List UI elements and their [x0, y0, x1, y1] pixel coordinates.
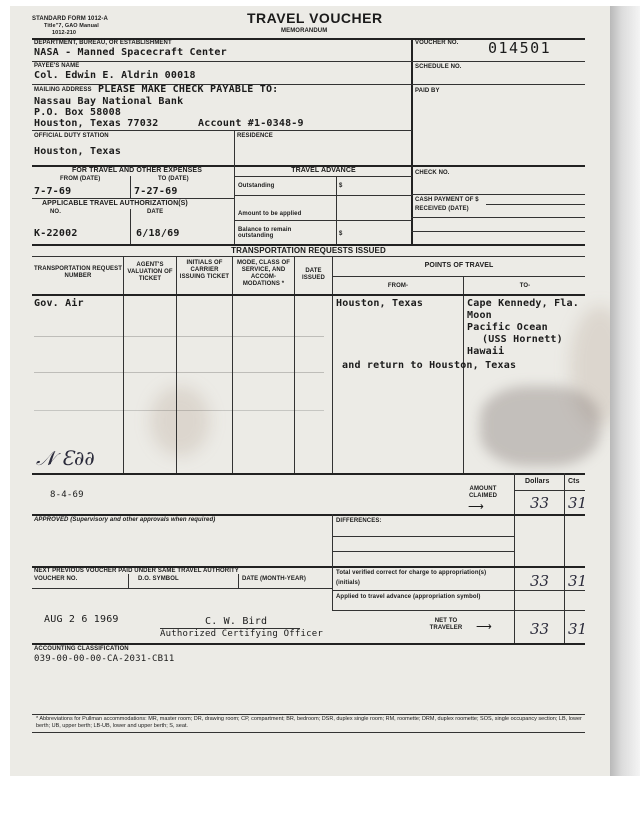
rule [514, 490, 585, 491]
advance-label: TRAVEL ADVANCE [291, 167, 356, 174]
rule [564, 473, 565, 643]
period-label: FOR TRAVEL AND OTHER EXPENSES [72, 167, 202, 174]
rule [176, 256, 177, 474]
applied-advance-label: Applied to travel advance (appropriation symbol) [336, 594, 481, 600]
verified-dollars: 33 [530, 572, 550, 590]
cents-label: Cts [568, 478, 580, 485]
differences-label: DIFFERENCES: [336, 518, 382, 524]
transport-section-title: TRANSPORTATION REQUESTS ISSUED [231, 246, 386, 255]
rule [32, 473, 585, 475]
points-from-label: FROM- [387, 283, 409, 289]
rule [463, 276, 464, 474]
faint-rule [34, 372, 324, 373]
amount-claimed-cents: 31 [568, 494, 588, 512]
prev-voucher-label: NEXT PREVIOUS VOUCHER PAID UNDER SAME TRAVEL AUTHORITY [34, 568, 239, 574]
form-title: TRAVEL VOUCHER [247, 10, 383, 26]
rule [238, 574, 239, 588]
applied-label: Amount to be applied [238, 211, 302, 217]
mailing-line-3: P.O. Box 58008 [34, 107, 122, 118]
rule [411, 194, 585, 195]
return-line: and return to Houston, Texas [342, 360, 517, 371]
rule [332, 566, 333, 610]
col-carrier-initials: INITIALS OF CARRIER ISSUING TICKET [179, 260, 230, 280]
sign-date: 8-4-69 [50, 490, 84, 500]
rule [234, 176, 412, 177]
period-from-label: FROM (DATE) [60, 176, 101, 182]
accounting-label: ACCOUNTING CLASSIFICATION [34, 646, 129, 652]
rule [32, 294, 585, 296]
check-no-label: CHECK NO. [415, 170, 450, 176]
verified-label: Total verified correct for charge to appropriation(s) [336, 570, 487, 576]
paper-stain [150, 386, 210, 456]
rule [486, 204, 585, 205]
period-to-value: 7-27-69 [134, 186, 178, 197]
authorization-date-value: 6/18/69 [136, 228, 180, 239]
outstanding-dollar: $ [339, 183, 343, 189]
authorization-label: APPLICABLE TRAVEL AUTHORIZATION(S) [42, 200, 188, 207]
travel-to-line-1: Cape Kennedy, Fla. [467, 298, 579, 309]
rule [332, 536, 514, 537]
rule [32, 256, 585, 257]
transport-mode-value: Gov. Air [34, 298, 84, 309]
schedule-label: SCHEDULE NO. [415, 64, 462, 70]
authorization-no-label: NO. [50, 209, 61, 215]
rule [332, 514, 333, 566]
rule [32, 61, 585, 62]
faint-rule [34, 336, 324, 337]
period-to-label: TO (DATE) [158, 176, 189, 182]
rule [234, 130, 235, 166]
residence-label: RESIDENCE [237, 133, 273, 139]
page-edge [610, 6, 640, 776]
rule [130, 209, 131, 245]
mailing-line-2: Nassau Bay National Bank [34, 96, 184, 107]
account-number: Account #1-0348-9 [198, 118, 304, 129]
form-subtitle: MEMORANDUM [281, 28, 328, 34]
rule [128, 574, 129, 588]
department-value: NASA - Manned Spacecraft Center [34, 47, 227, 58]
rule [32, 732, 585, 733]
certified-stamp-date: AUG 2 6 1969 [44, 614, 119, 625]
rule [332, 610, 585, 611]
travel-to-line-5: Hawaii [467, 346, 505, 357]
rule [234, 220, 412, 221]
balance-dollar: $ [339, 231, 343, 237]
rule [411, 38, 413, 246]
outstanding-label: Outstanding [238, 183, 275, 189]
prev-do-symbol-label: D.O. SYMBOL [138, 576, 179, 582]
officer-title: Authorized Certifying Officer [160, 629, 323, 639]
amount-claimed-dollars: 33 [530, 494, 550, 512]
rule [234, 195, 412, 196]
prev-date-label: DATE (MONTH-YEAR) [242, 576, 306, 582]
verified-cents: 31 [568, 572, 588, 590]
col-date-issued: DATE ISSUED [302, 268, 325, 281]
net-cents: 31 [568, 620, 588, 638]
rule [32, 514, 585, 516]
department-label: DEPARTMENT, BUREAU, OR ESTABLISHMENT [34, 40, 172, 46]
authorization-date-label: DATE [147, 209, 164, 215]
rule [332, 590, 585, 591]
payee-label: PAYEE'S NAME [34, 63, 80, 69]
verified-initials-label: (initials) [336, 580, 361, 586]
rule [32, 198, 235, 199]
net-arrow: ⟶ [476, 621, 492, 633]
mailing-line-1: PLEASE MAKE CHECK PAYABLE TO: [98, 84, 279, 95]
col-request-number: TRANSPORTATION REQUEST NUMBER [34, 266, 122, 279]
travel-to-line-4: (USS Hornett) [482, 334, 563, 345]
rule [32, 588, 332, 589]
footnote: * Abbreviations for Pullman accommodations: MR, master room; DR, drawing room; CP, compartment; BR, bedroom; DSR, duplex single room; RM, roomette; DRM, duplex roomette; SOS, single occupancy section; LB, lower berth; UB, upper berth; LB-UB, lower and upper berth; S, seat. [36, 716, 582, 729]
prev-voucher-no-label: VOUCHER NO. [34, 576, 78, 582]
paid-by-label: PAID BY [415, 88, 440, 94]
travel-to-line-3: Pacific Ocean [467, 322, 548, 333]
voucher-no-value: 014501 [488, 39, 552, 57]
authorization-no-value: K-22002 [34, 228, 78, 239]
rule [332, 256, 333, 474]
officer-name: C. W. Bird [205, 616, 268, 627]
rule [32, 643, 585, 645]
net-dollars: 33 [530, 620, 550, 638]
faint-rule [34, 410, 324, 411]
col-agent-valuation: AGENT'S VALUATION OF TICKET [127, 262, 173, 282]
voucher-no-label: VOUCHER NO. [415, 40, 459, 46]
rule [411, 231, 585, 232]
amount-claimed-label: AMOUNT CLAIMED [468, 486, 498, 499]
amount-claimed-arrow: ⟶ [468, 501, 484, 513]
accounting-value: 039-00-00-00-CA-2031-CB11 [34, 654, 175, 664]
mailing-label: MAILING ADDRESS [34, 87, 92, 93]
duty-station-value: Houston, Texas [34, 146, 122, 157]
rule [332, 551, 514, 552]
rule [514, 473, 515, 643]
col-mode-class: MODE, CLASS OF SERVICE, AND ACCOM-MODATIONS * [236, 260, 291, 287]
duty-station-label: OFFICIAL DUTY STATION [34, 133, 109, 139]
travel-from-value: Houston, Texas [336, 298, 424, 309]
travel-to-line-2: Moon [467, 310, 492, 321]
rule [32, 714, 585, 715]
form-id-2: Title"7, GAO Manual [44, 23, 99, 29]
form-id: STANDARD FORM 1012-A [32, 16, 108, 22]
balance-label: Balance to remain outstanding [238, 227, 292, 239]
points-to-label: TO- [519, 283, 531, 289]
rule [294, 256, 295, 474]
rule [123, 256, 124, 474]
traveler-signature: 𝒩 Ɛ∂∂ [36, 446, 95, 470]
rule [411, 217, 585, 218]
dollars-label: Dollars [525, 478, 550, 485]
approved-label: APPROVED (Supervisory and other approvals when required) [34, 517, 216, 523]
voucher-paper [10, 6, 610, 776]
mailing-line-4: Houston, Texas 77032 [34, 118, 159, 129]
rule [332, 276, 585, 277]
rule [336, 176, 337, 245]
rule [130, 176, 131, 198]
period-from-value: 7-7-69 [34, 186, 72, 197]
rule [32, 130, 412, 131]
points-of-travel-label: POINTS OF TRAVEL [424, 262, 494, 269]
rule [232, 256, 233, 474]
rule [234, 165, 235, 245]
redaction-blur [480, 386, 600, 466]
form-id-3: 1012-210 [52, 30, 77, 36]
cash-payment-label: CASH PAYMENT OF $ [415, 197, 479, 203]
payee-value: Col. Edwin E. Aldrin 00018 [34, 70, 196, 81]
net-to-traveler-label: NET TO TRAVELER [429, 618, 463, 631]
received-label: RECEIVED (DATE) [415, 206, 469, 212]
